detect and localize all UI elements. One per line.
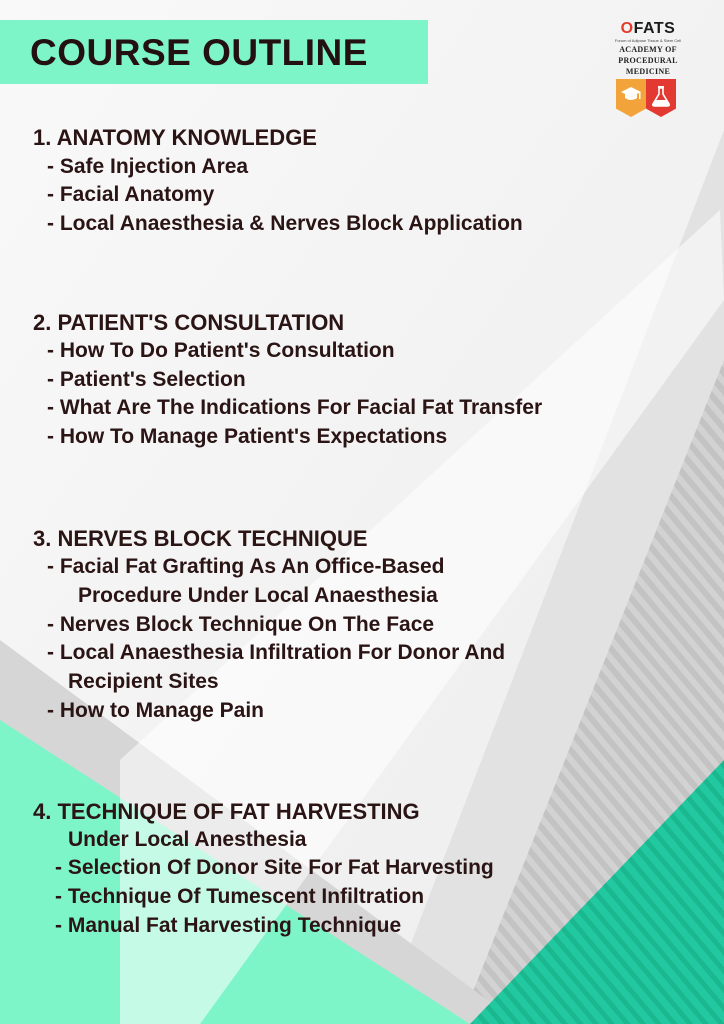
section-4-item: - Technique Of Tumescent Infiltration xyxy=(55,885,425,908)
graduation-cap-icon xyxy=(616,79,646,117)
logo-academy-line3: MEDICINE xyxy=(625,67,671,76)
flask-icon xyxy=(646,79,676,117)
section-1-item: - Local Anaesthesia & Nerves Block Application xyxy=(47,212,523,235)
section-2-item: - What Are The Indications For Facial Fat Transfer xyxy=(47,396,543,419)
section-2-item: - How To Manage Patient's Expectations xyxy=(47,425,448,448)
logo-badges xyxy=(616,79,684,117)
section-3-heading: 3. NERVES BLOCK TECHNIQUE xyxy=(33,526,368,551)
logo-academy-line2: PROCEDURAL xyxy=(618,56,678,65)
section-1-heading: 1. ANATOMY KNOWLEDGE xyxy=(33,125,317,150)
section-1-item: - Safe Injection Area xyxy=(47,155,249,178)
section-2-heading: 2. PATIENT'S CONSULTATION xyxy=(33,310,345,335)
section-1-item: - Facial Anatomy xyxy=(47,183,215,206)
section-3-item: - Local Anaesthesia Infiltration For Donor And xyxy=(47,641,506,664)
section-4-item: - Manual Fat Harvesting Technique xyxy=(55,914,402,937)
section-3-item: - Facial Fat Grafting As An Office-Based xyxy=(47,555,445,578)
page-title: COURSE OUTLINE xyxy=(30,32,368,73)
logo-brand-rest: FATS xyxy=(633,20,676,37)
logo-brand-o: O xyxy=(620,20,634,37)
section-4-subheading: Under Local Anesthesia xyxy=(68,828,307,851)
title-band xyxy=(0,20,428,84)
logo-brand xyxy=(612,20,684,38)
section-3-item: - Nerves Block Technique On The Face xyxy=(47,613,435,636)
ofats-logo xyxy=(612,20,684,120)
section-4-item: - Selection Of Donor Site For Fat Harvesting xyxy=(55,856,494,879)
logo-tagline: Forum of Adipose Tissue & Stem Cell xyxy=(614,38,682,43)
section-3-item-continued: Recipient Sites xyxy=(68,670,219,693)
section-2-item: - How To Do Patient's Consultation xyxy=(47,339,395,362)
section-3-item-continued: Procedure Under Local Anaesthesia xyxy=(78,584,438,607)
section-2-item: - Patient's Selection xyxy=(47,368,246,391)
section-4-heading: 4. TECHNIQUE OF FAT HARVESTING xyxy=(33,799,420,824)
logo-academy-line1: ACADEMY OF xyxy=(619,45,677,54)
section-3-item: - How to Manage Pain xyxy=(47,699,265,722)
